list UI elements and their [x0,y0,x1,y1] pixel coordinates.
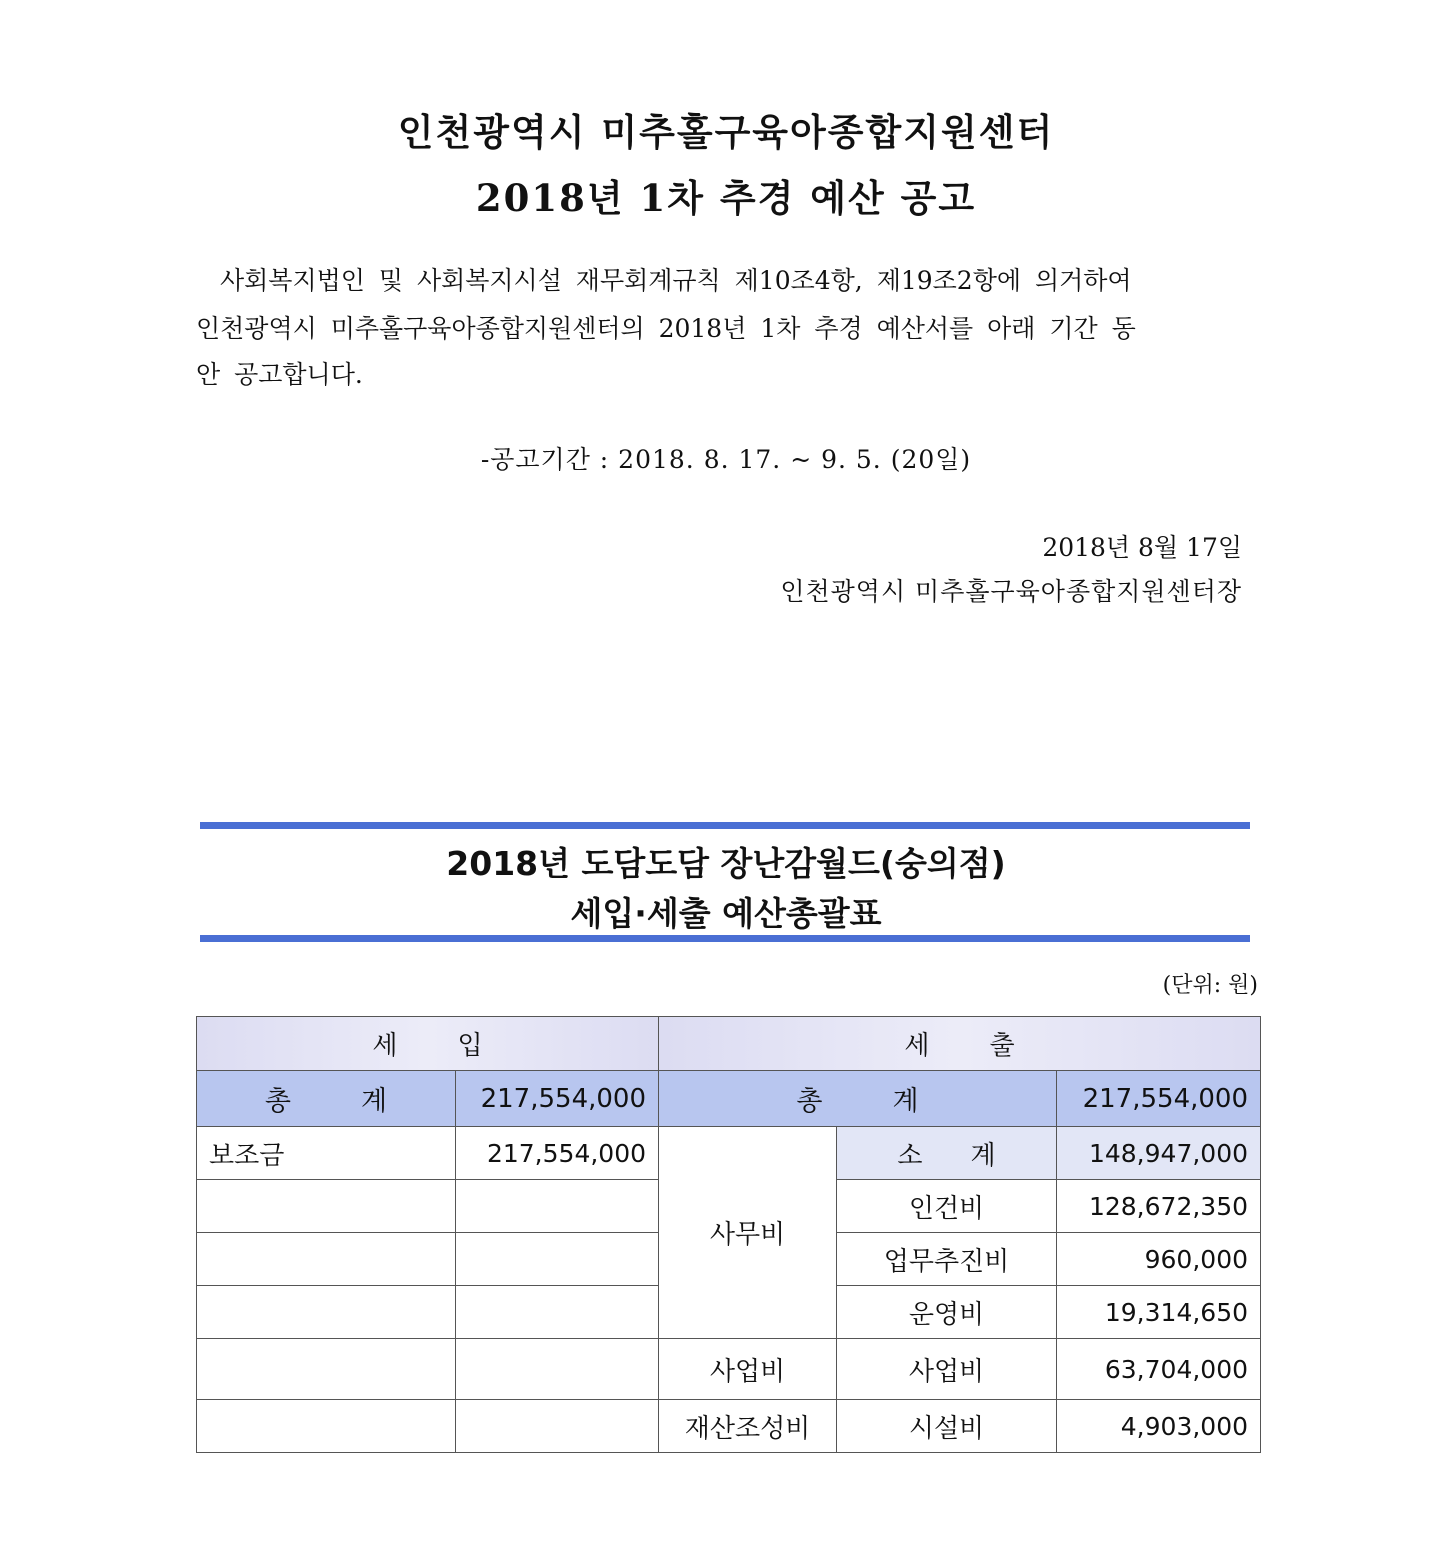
notice-signer: 인천광역시 미추홀구육아종합지원센터장 [780,577,1242,606]
expense-group-project: 사업비 [659,1339,837,1400]
expense-total-value: 217,554,000 [1057,1071,1261,1127]
notice-body-line2: 인천광역시 미추홀구육아종합지원센터의 2018년 1차 추경 예산서를 아래 기간 동 [196,314,1136,343]
expense-item-amount: 4,903,000 [1057,1400,1261,1453]
table-row [197,1339,1261,1400]
notice-title-line1: 인천광역시 미추홀구육아종합지원센터 [397,110,1055,154]
revenue-header: 세입 [197,1017,659,1071]
revenue-empty-cell [197,1400,456,1453]
expense-item-name: 사업비 [837,1339,1057,1400]
notice-date: 2018년 8월 17일 [1042,533,1242,562]
revenue-empty-cell [456,1233,659,1286]
table-row [197,1127,1261,1180]
revenue-item-amount: 217,554,000 [456,1127,659,1180]
revenue-empty-cell [456,1339,659,1400]
office-subtotal-label: 소계 [837,1127,1057,1180]
budget-title-line2: 세입·세출 예산총괄표 [570,894,882,933]
expense-item-amount: 19,314,650 [1057,1286,1261,1339]
expense-header: 세출 [659,1017,1261,1071]
notice-period: -공고기간 : 2018. 8. 17. ~ 9. 5. (20일) [480,445,972,474]
expense-group-property: 재산조성비 [659,1400,837,1453]
total-row [197,1071,1261,1127]
expense-item-amount: 63,704,000 [1057,1339,1261,1400]
expense-item-amount: 128,672,350 [1057,1180,1261,1233]
unit-label: (단위: 원) [1162,973,1258,998]
revenue-empty-cell [456,1286,659,1339]
title-rule-top [200,822,1250,829]
revenue-total-value: 217,554,000 [456,1071,659,1127]
revenue-total-label: 총계 [197,1071,456,1127]
revenue-empty-cell [197,1180,456,1233]
revenue-empty-cell [456,1400,659,1453]
budget-summary-table [196,1016,1261,1453]
notice-body-line3: 안 공고합니다. [196,360,363,389]
expense-item-amount: 960,000 [1057,1233,1261,1286]
revenue-empty-cell [197,1339,456,1400]
expense-item-name: 시설비 [837,1400,1057,1453]
budget-title-line1: 2018년 도담도담 장난감월드(숭의점) [446,844,1006,883]
expense-group-office: 사무비 [659,1127,837,1339]
office-subtotal-value: 148,947,000 [1057,1127,1261,1180]
expense-item-name: 운영비 [837,1286,1057,1339]
expense-item-name: 업무추진비 [837,1233,1057,1286]
expense-total-label: 총계 [659,1071,1057,1127]
revenue-item-name: 보조금 [197,1127,456,1180]
revenue-empty-cell [456,1180,659,1233]
revenue-empty-cell [197,1286,456,1339]
table-row [197,1400,1261,1453]
title-rule-bottom [200,935,1250,942]
header-row [197,1017,1261,1071]
expense-item-name: 인건비 [837,1180,1057,1233]
notice-body-line1: 사회복지법인 및 사회복지시설 재무회계규칙 제10조4항, 제19조2항에 의거하여 [220,266,1132,295]
notice-title-line2: 2018년 1차 추경 예산 공고 [475,176,977,220]
revenue-empty-cell [197,1233,456,1286]
